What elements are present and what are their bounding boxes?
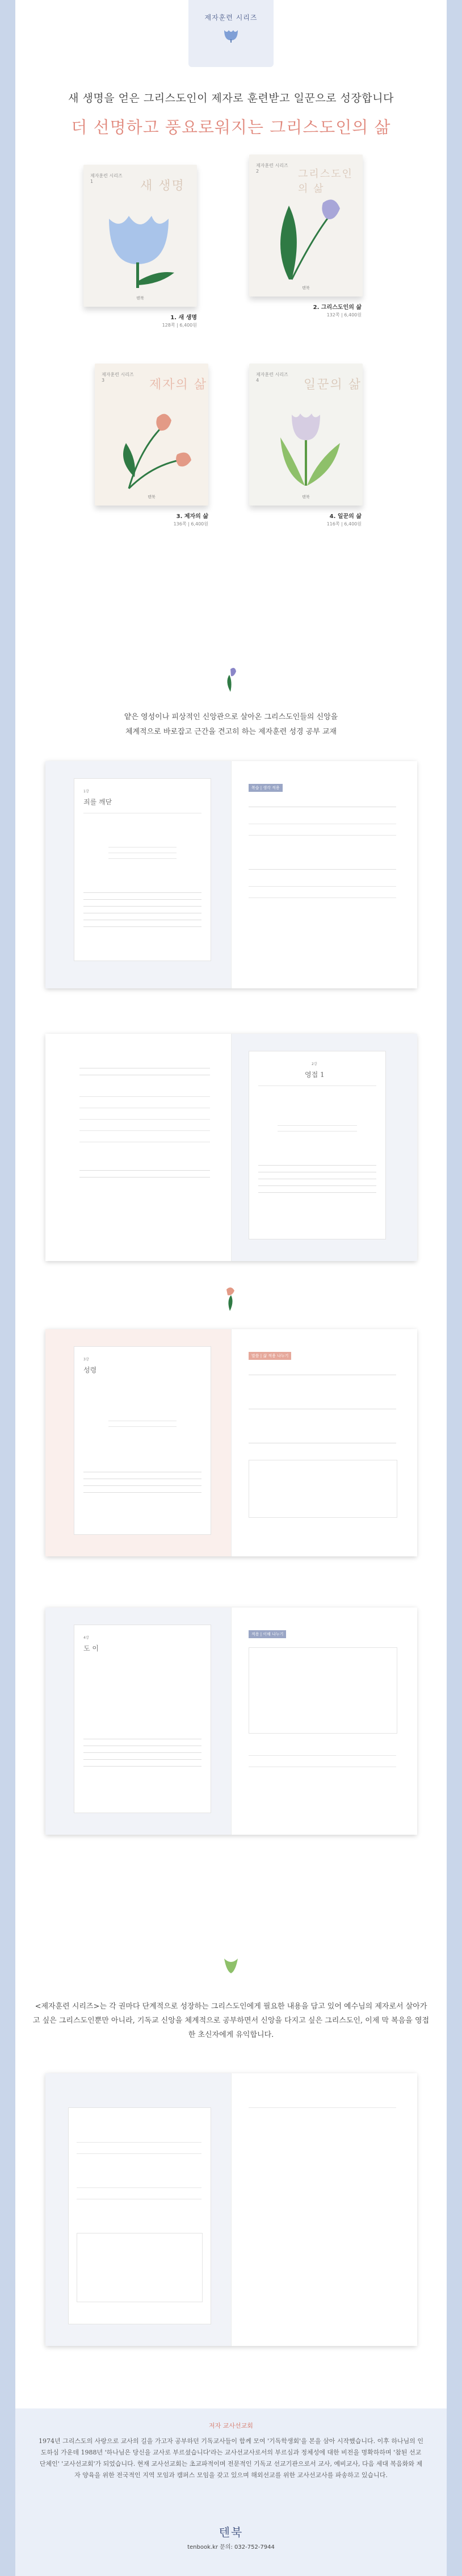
answer-line bbox=[77, 2142, 201, 2143]
text-line bbox=[83, 892, 201, 893]
answer-line bbox=[249, 1755, 396, 1756]
book-caption-3 bbox=[129, 511, 208, 527]
book-publisher: 텐북 bbox=[136, 296, 144, 300]
book-caption-4 bbox=[282, 511, 362, 527]
answer-line bbox=[77, 2187, 201, 2188]
spread-left-page bbox=[45, 761, 231, 988]
book-publisher: 텐북 bbox=[302, 286, 310, 290]
book-cover-1[interactable] bbox=[83, 165, 197, 307]
text-line bbox=[79, 1177, 210, 1178]
spread-right-page bbox=[231, 1608, 417, 1835]
book-caption-title: 4. 일꾼의 삶 bbox=[329, 513, 362, 520]
spread-right-page bbox=[231, 1329, 417, 1556]
author-description: 1974년 그리스도의 사랑으로 교사의 길을 가고자 공부하던 기독교사들이 함께 모여 '기독학생회'을 본을 삼아 시작했습니다. 이후 하나님의 인도하심 가운데 1988년 '하나님은 당신을 교사로 부르셨습니다'라는 교사선교사로서의 부르심과 정체성에 대한 비전을 명확하하며 '참된 선교단체인' '교사선교회'가 되었습니다. 현재 교사선교회는 초교파적이며 전문적인 기독교 선교기관으로서 교사, 예비교사, 다음 세대 복음화와 제자 양육을 위한 전국적인 지역 모임과 캠퍼스 모임을 갖고 있으며 해외선교를 위한 교사선교사를 파송하고 있습니다. bbox=[39, 2437, 423, 2479]
table-row bbox=[79, 1130, 210, 1131]
answer-line bbox=[249, 897, 396, 898]
book-price: 116쪽 | 6,400원 bbox=[326, 521, 362, 527]
lesson-card bbox=[74, 1346, 211, 1535]
leaf-divider-icon bbox=[220, 1954, 242, 1977]
book-caption-title: 3. 제자의 삶 bbox=[176, 513, 208, 520]
spread-left-page bbox=[45, 2073, 231, 2346]
flower-logo-icon bbox=[221, 27, 241, 44]
book-series-number: 제자훈련 시리즈 2 bbox=[256, 163, 288, 174]
worksheet-table bbox=[249, 1460, 397, 1518]
worksheet-table bbox=[77, 2233, 203, 2302]
chapter-label: 4강 bbox=[83, 1636, 89, 1640]
book-caption-title: 1. 새 생명 bbox=[170, 315, 197, 321]
book-title: 새 생명 bbox=[140, 179, 185, 193]
spread-right-page bbox=[231, 2073, 417, 2346]
book-series-number: 제자훈련 시리즈 3 bbox=[102, 372, 134, 383]
section-tag: 적용 | 이해 나누기 bbox=[249, 1630, 286, 1638]
coral-tulips-icon bbox=[95, 364, 208, 506]
book-publisher: 텐북 bbox=[302, 495, 310, 499]
iris-divider-icon bbox=[222, 665, 240, 693]
text-line bbox=[83, 1492, 201, 1493]
text-line bbox=[258, 1185, 376, 1186]
divider bbox=[108, 1426, 177, 1427]
spread-right-page bbox=[231, 761, 417, 988]
series-badge bbox=[188, 0, 274, 67]
spread-left-page bbox=[45, 1034, 231, 1261]
series-label: 제자훈련 시리즈 bbox=[204, 14, 258, 22]
book-series-number: 제자훈련 시리즈 4 bbox=[256, 372, 288, 383]
publisher-logo: 텐북 bbox=[219, 2525, 243, 2539]
intro-line-2: 체계적으로 바로잡고 근간을 견고히 하는 제자훈련 성경 공부 교재 bbox=[125, 728, 337, 736]
book-title: 제자의 삶 bbox=[149, 378, 208, 392]
book-cover-4[interactable] bbox=[249, 364, 363, 506]
sample-spread-5 bbox=[45, 2073, 417, 2346]
text-line bbox=[79, 1170, 210, 1171]
sample-spread-2 bbox=[45, 1034, 417, 1261]
product-detail-page bbox=[15, 0, 447, 2576]
intro-text bbox=[15, 710, 447, 740]
text-line bbox=[83, 906, 201, 907]
sample-spread-3 bbox=[45, 1329, 417, 1556]
blue-flower-icon bbox=[83, 165, 197, 307]
spread-left-page bbox=[45, 1329, 231, 1556]
book-title: 그리스도인의 삶 bbox=[298, 168, 353, 195]
spread-left-page bbox=[45, 1608, 231, 1835]
lesson-heading: 성령 bbox=[83, 1366, 97, 1374]
book-series-number: 제자훈련 시리즈 1 bbox=[90, 173, 123, 184]
book-cover-3[interactable] bbox=[95, 364, 208, 506]
divider bbox=[278, 1131, 357, 1132]
chapter-label: 1강 bbox=[83, 790, 89, 794]
book-price: 132쪽 | 6,400원 bbox=[326, 312, 362, 318]
divider bbox=[108, 858, 177, 859]
book-price: 136쪽 | 6,400원 bbox=[173, 521, 208, 527]
text-line bbox=[83, 899, 201, 900]
table-row bbox=[79, 1119, 210, 1120]
sample-spread-1 bbox=[45, 761, 417, 988]
answer-line bbox=[249, 886, 396, 887]
section-tag: 말씀 | 삶 적용 나누기 bbox=[249, 1352, 291, 1360]
lesson-heading: 영접 1 bbox=[305, 1071, 325, 1079]
sample-spread-4 bbox=[45, 1608, 417, 1835]
purple-tulip-icon bbox=[249, 155, 363, 297]
divider bbox=[258, 1085, 376, 1086]
section-tag: 복습 | 생각 적용 bbox=[249, 784, 283, 792]
answer-line bbox=[249, 2107, 396, 2108]
book-publisher: 텐북 bbox=[148, 495, 156, 499]
text-line bbox=[83, 1485, 201, 1486]
book-caption-title: 2. 그리스도인의 삶 bbox=[313, 304, 362, 311]
coral-flower-divider-icon bbox=[220, 1284, 242, 1312]
headline-subtitle: 새 생명을 얻은 그리스도인이 제자로 훈련받고 일꾼으로 성장합니다 bbox=[68, 92, 394, 105]
text-line bbox=[83, 926, 201, 927]
book-cover-2[interactable] bbox=[249, 155, 363, 297]
chapter-label: 3강 bbox=[83, 1358, 89, 1362]
text-line bbox=[83, 1752, 201, 1753]
text-line bbox=[258, 1165, 376, 1166]
answer-line bbox=[249, 835, 396, 836]
text-line bbox=[249, 869, 396, 870]
text-line bbox=[258, 1192, 376, 1193]
lavender-tulip-icon bbox=[249, 364, 363, 506]
text-line bbox=[83, 1766, 201, 1767]
worksheet-card bbox=[68, 2107, 211, 2324]
author-section bbox=[15, 2408, 447, 2576]
book-price: 128쪽 | 6,400원 bbox=[162, 323, 197, 328]
lesson-heading: 죄를 깨닫 bbox=[83, 798, 112, 806]
answer-line bbox=[77, 2153, 201, 2154]
series-description: <제자훈련 시리즈>는 각 권마다 단계적으로 성장하는 그리스도인에게 필요한 내용을 담고 있어 예수님의 제자로서 살아가고 싶은 그리스도인뿐만 아니라, 기독교 신앙을 체계적으로 공부하면서 신앙을 다지고 싶은 그리스도인, 이제 막 복음을 영접한 초신자에게 유익합니다. bbox=[32, 2002, 430, 2039]
publisher-contact[interactable]: tenbook.kr 문의: 032-752-7944 bbox=[187, 2544, 275, 2550]
worksheet-table bbox=[249, 1647, 397, 1734]
lesson-card bbox=[249, 1051, 386, 1239]
author-heading: 저자 교사선교회 bbox=[209, 2422, 253, 2429]
table-row bbox=[79, 1096, 210, 1097]
lesson-card bbox=[74, 778, 211, 961]
lesson-heading: 도 이 bbox=[83, 1644, 99, 1652]
spread-right-page bbox=[231, 1034, 417, 1261]
book-title: 일꾼의 삶 bbox=[304, 378, 362, 392]
book-caption-2 bbox=[282, 302, 362, 318]
text-line bbox=[83, 1759, 201, 1760]
divider bbox=[278, 1125, 357, 1126]
headline-title: 더 선명하고 풍요로워지는 그리스도인의 삶 bbox=[71, 118, 391, 137]
chapter-label: 2강 bbox=[312, 1062, 317, 1066]
lesson-card bbox=[74, 1625, 211, 1813]
book-caption-1 bbox=[117, 312, 197, 328]
intro-line-1: 얕은 영성이나 피상적인 신앙관으로 살아온 그리스도인들의 신앙을 bbox=[124, 713, 338, 721]
